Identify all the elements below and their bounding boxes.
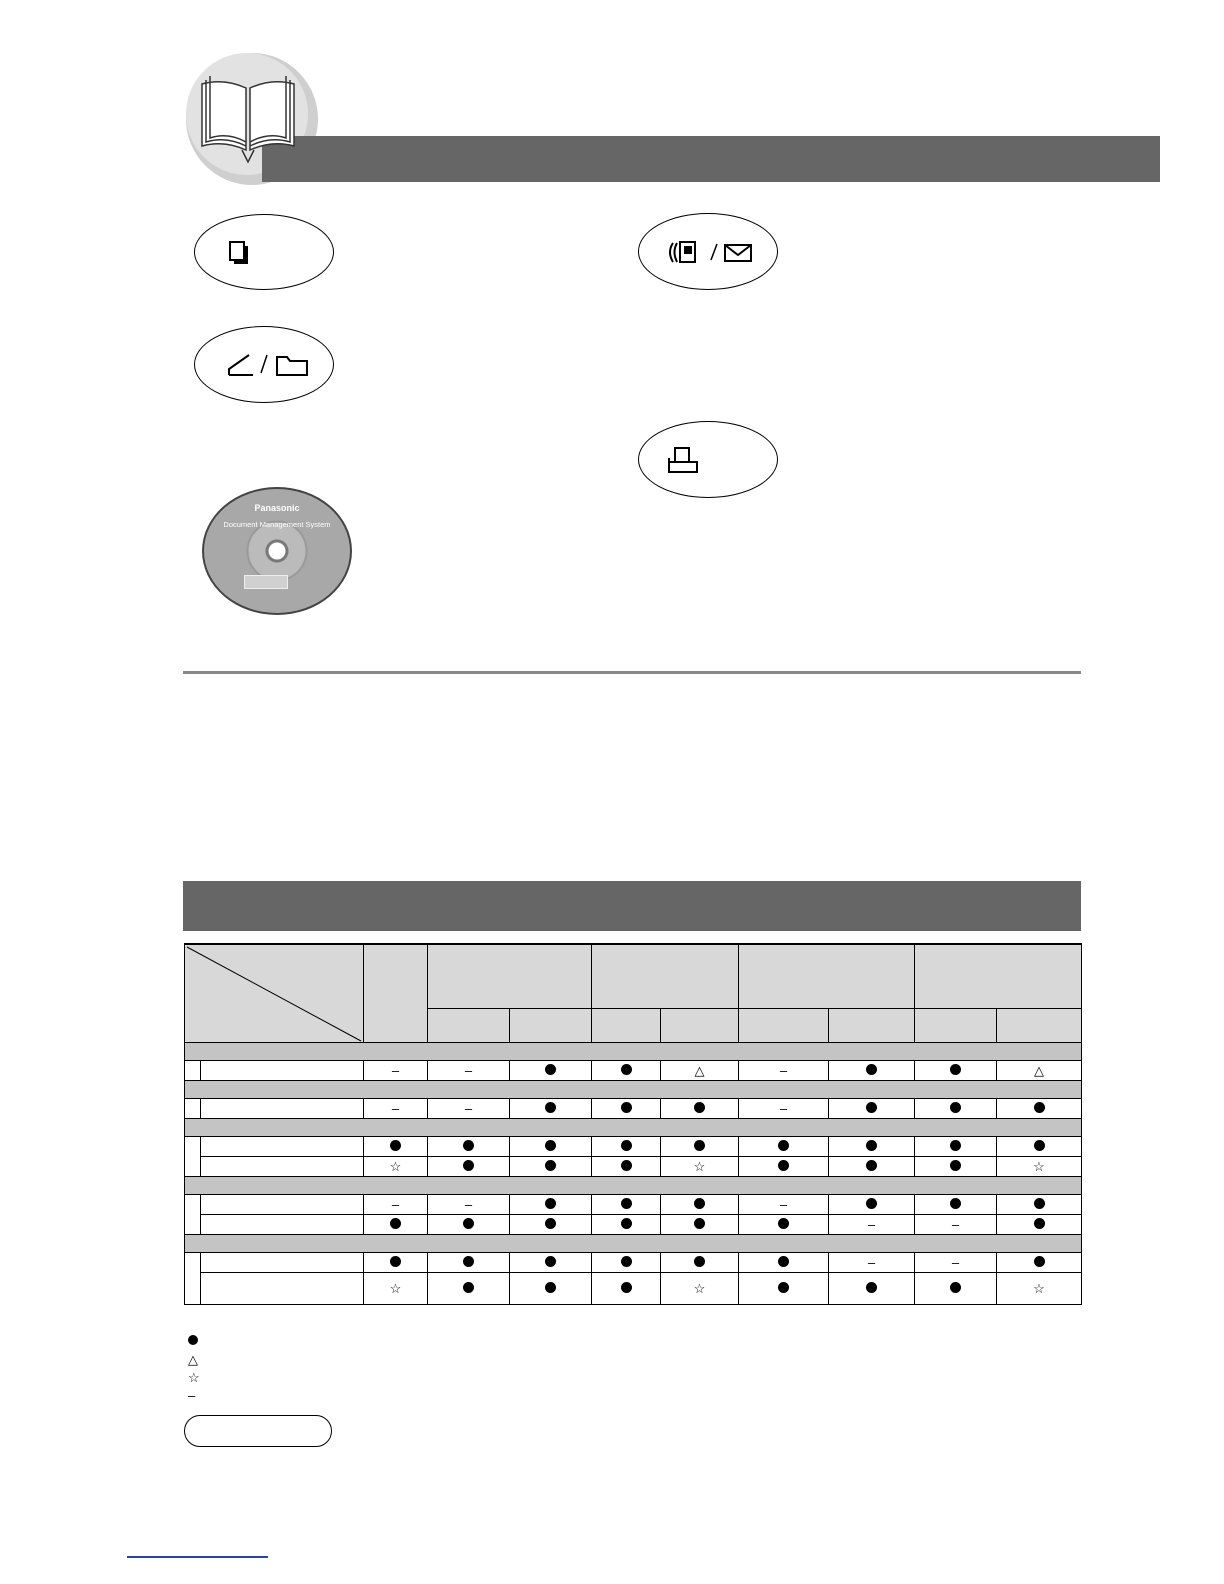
mark-cell-dot: [829, 1194, 915, 1214]
mark-cell-dot: [510, 1060, 592, 1080]
mark-cell-dot: [510, 1214, 592, 1234]
row-label-cell: [201, 1060, 364, 1080]
title-bar: [262, 136, 1160, 182]
printer-icon: [667, 446, 701, 474]
section-divider: [183, 671, 1081, 674]
note-box: [184, 1415, 332, 1447]
mark-cell-dot: [997, 1214, 1082, 1234]
sub-header: [915, 1008, 997, 1042]
mark-cell-dot: [661, 1136, 739, 1156]
row-label-cell: [201, 1098, 364, 1118]
mark-cell-dot: [510, 1098, 592, 1118]
col-group-header-4: [915, 944, 1082, 1008]
mark-cell-dot: [510, 1252, 592, 1272]
mark-cell-dot: [915, 1194, 997, 1214]
mark-cell-dot: [592, 1136, 661, 1156]
row-group-cell: [185, 1060, 201, 1080]
mark-cell-star: ☆: [997, 1272, 1082, 1304]
mark-cell-dot: [739, 1214, 829, 1234]
mark-cell-dash: –: [829, 1214, 915, 1234]
col-header-1: [364, 944, 428, 1042]
copy-key-button: [194, 214, 334, 290]
mark-cell-star: ☆: [364, 1156, 428, 1176]
mark-cell-dash: –: [364, 1098, 428, 1118]
row-label-cell: [201, 1252, 364, 1272]
footer-link[interactable]: [127, 1556, 268, 1558]
sub-header: [997, 1008, 1082, 1042]
row-label-cell: [201, 1156, 364, 1176]
scan-filing-icon: [225, 351, 311, 379]
mark-cell-dash: –: [364, 1194, 428, 1214]
mark-cell-dot: [915, 1156, 997, 1176]
mark-cell-dash: –: [915, 1214, 997, 1234]
table-title-bar: [183, 881, 1081, 931]
mark-cell-dot: [829, 1156, 915, 1176]
row-label-cell: [201, 1214, 364, 1234]
compatibility-table: [184, 943, 1082, 1305]
mark-cell-dot: [510, 1136, 592, 1156]
mark-cell-dot: [829, 1136, 915, 1156]
row-group-cell: [185, 1136, 201, 1176]
mark-cell-dot: [739, 1252, 829, 1272]
mark-cell-triangle: △: [661, 1060, 739, 1080]
mark-cell-dash: –: [739, 1098, 829, 1118]
mark-cell-dot: [428, 1136, 510, 1156]
mark-cell-dash: –: [428, 1098, 510, 1118]
mark-cell-dot: [364, 1214, 428, 1234]
cd-rom-image: [202, 487, 352, 615]
mark-cell-dot: [364, 1136, 428, 1156]
table-row: [185, 1272, 1082, 1304]
legend-star: ☆: [188, 1370, 200, 1385]
sub-header: [661, 1008, 739, 1042]
section-header-row: [185, 1080, 1082, 1098]
mark-cell-dot: [915, 1060, 997, 1080]
table-row: [185, 1194, 1082, 1214]
row-label-cell: [201, 1136, 364, 1156]
cd-label-box: [244, 575, 288, 589]
mark-cell-dot: [428, 1156, 510, 1176]
mark-cell-dash: –: [739, 1194, 829, 1214]
mark-cell-dot: [829, 1060, 915, 1080]
mark-cell-triangle: △: [997, 1060, 1082, 1080]
legend-dash: –: [188, 1388, 196, 1403]
scan-filing-key-button: [194, 326, 334, 403]
mark-cell-dash: –: [428, 1060, 510, 1080]
mark-cell-dot: [739, 1136, 829, 1156]
table-row: [185, 1098, 1082, 1118]
mark-cell-dot: [661, 1194, 739, 1214]
table-row: [185, 1214, 1082, 1234]
sub-header: [739, 1008, 829, 1042]
sub-header: [592, 1008, 661, 1042]
mark-cell-dot: [997, 1136, 1082, 1156]
section-header-row: [185, 1118, 1082, 1136]
table-row: [185, 1060, 1082, 1080]
mark-cell-dash: –: [428, 1194, 510, 1214]
fax-email-icon: [667, 240, 757, 266]
sub-header: [829, 1008, 915, 1042]
col-group-header-2: [592, 944, 739, 1008]
section-header-row: [185, 1176, 1082, 1194]
mark-cell-dot: [592, 1098, 661, 1118]
table-corner-cell: [185, 944, 364, 1042]
mark-cell-star: ☆: [997, 1156, 1082, 1176]
col-group-header-3: [739, 944, 915, 1008]
row-group-cell: [185, 1194, 201, 1234]
mark-cell-dot: [428, 1252, 510, 1272]
mark-cell-star: ☆: [661, 1272, 739, 1304]
table-row: [185, 1252, 1082, 1272]
diagonal-divider: [185, 945, 363, 1043]
table-row: [185, 1136, 1082, 1156]
mark-cell-dash: –: [829, 1252, 915, 1272]
mark-cell-dot: [915, 1272, 997, 1304]
mark-cell-dot: [592, 1252, 661, 1272]
mark-cell-dot: [510, 1156, 592, 1176]
mark-cell-dot: [592, 1060, 661, 1080]
cd-brand: Panasonic: [254, 503, 300, 513]
mark-cell-dot: [915, 1136, 997, 1156]
cd-title: Document Management System: [223, 520, 331, 529]
mark-cell-dot: [510, 1194, 592, 1214]
mark-cell-dot: [428, 1272, 510, 1304]
open-book-icon: [196, 70, 300, 166]
mark-cell-dot: [428, 1214, 510, 1234]
mark-cell-dot: [592, 1156, 661, 1176]
mark-cell-dot: [829, 1272, 915, 1304]
mark-cell-dot: [915, 1098, 997, 1118]
mark-cell-dot: [661, 1252, 739, 1272]
mark-cell-dot: [661, 1098, 739, 1118]
mark-cell-dash: –: [739, 1060, 829, 1080]
mark-cell-dot: [592, 1194, 661, 1214]
sub-header: [510, 1008, 592, 1042]
mark-cell-star: ☆: [364, 1272, 428, 1304]
row-label-cell: [201, 1272, 364, 1304]
mark-cell-dot: [510, 1272, 592, 1304]
section-header-row: [185, 1042, 1082, 1060]
mark-cell-dot: [997, 1194, 1082, 1214]
print-key-button: [638, 421, 778, 498]
col-group-header-1: [428, 944, 592, 1008]
sub-header: [428, 1008, 510, 1042]
legend-dot: [188, 1334, 198, 1348]
mark-cell-dot: [739, 1156, 829, 1176]
mark-cell-star: ☆: [661, 1156, 739, 1176]
mark-cell-dot: [364, 1252, 428, 1272]
mark-cell-dot: [592, 1214, 661, 1234]
copy-icon: [229, 241, 249, 265]
mark-cell-dot: [997, 1252, 1082, 1272]
fax-email-key-button: [638, 213, 778, 290]
mark-cell-dot: [739, 1272, 829, 1304]
row-group-cell: [185, 1252, 201, 1304]
legend-triangle: △: [188, 1352, 198, 1367]
section-header-row: [185, 1234, 1082, 1252]
row-label-cell: [201, 1194, 364, 1214]
mark-cell-dot: [829, 1098, 915, 1118]
mark-cell-dash: –: [364, 1060, 428, 1080]
table-row: [185, 1156, 1082, 1176]
mark-cell-dot: [997, 1098, 1082, 1118]
mark-cell-dash: –: [915, 1252, 997, 1272]
row-group-cell: [185, 1098, 201, 1118]
mark-cell-dot: [592, 1272, 661, 1304]
mark-cell-dot: [661, 1214, 739, 1234]
